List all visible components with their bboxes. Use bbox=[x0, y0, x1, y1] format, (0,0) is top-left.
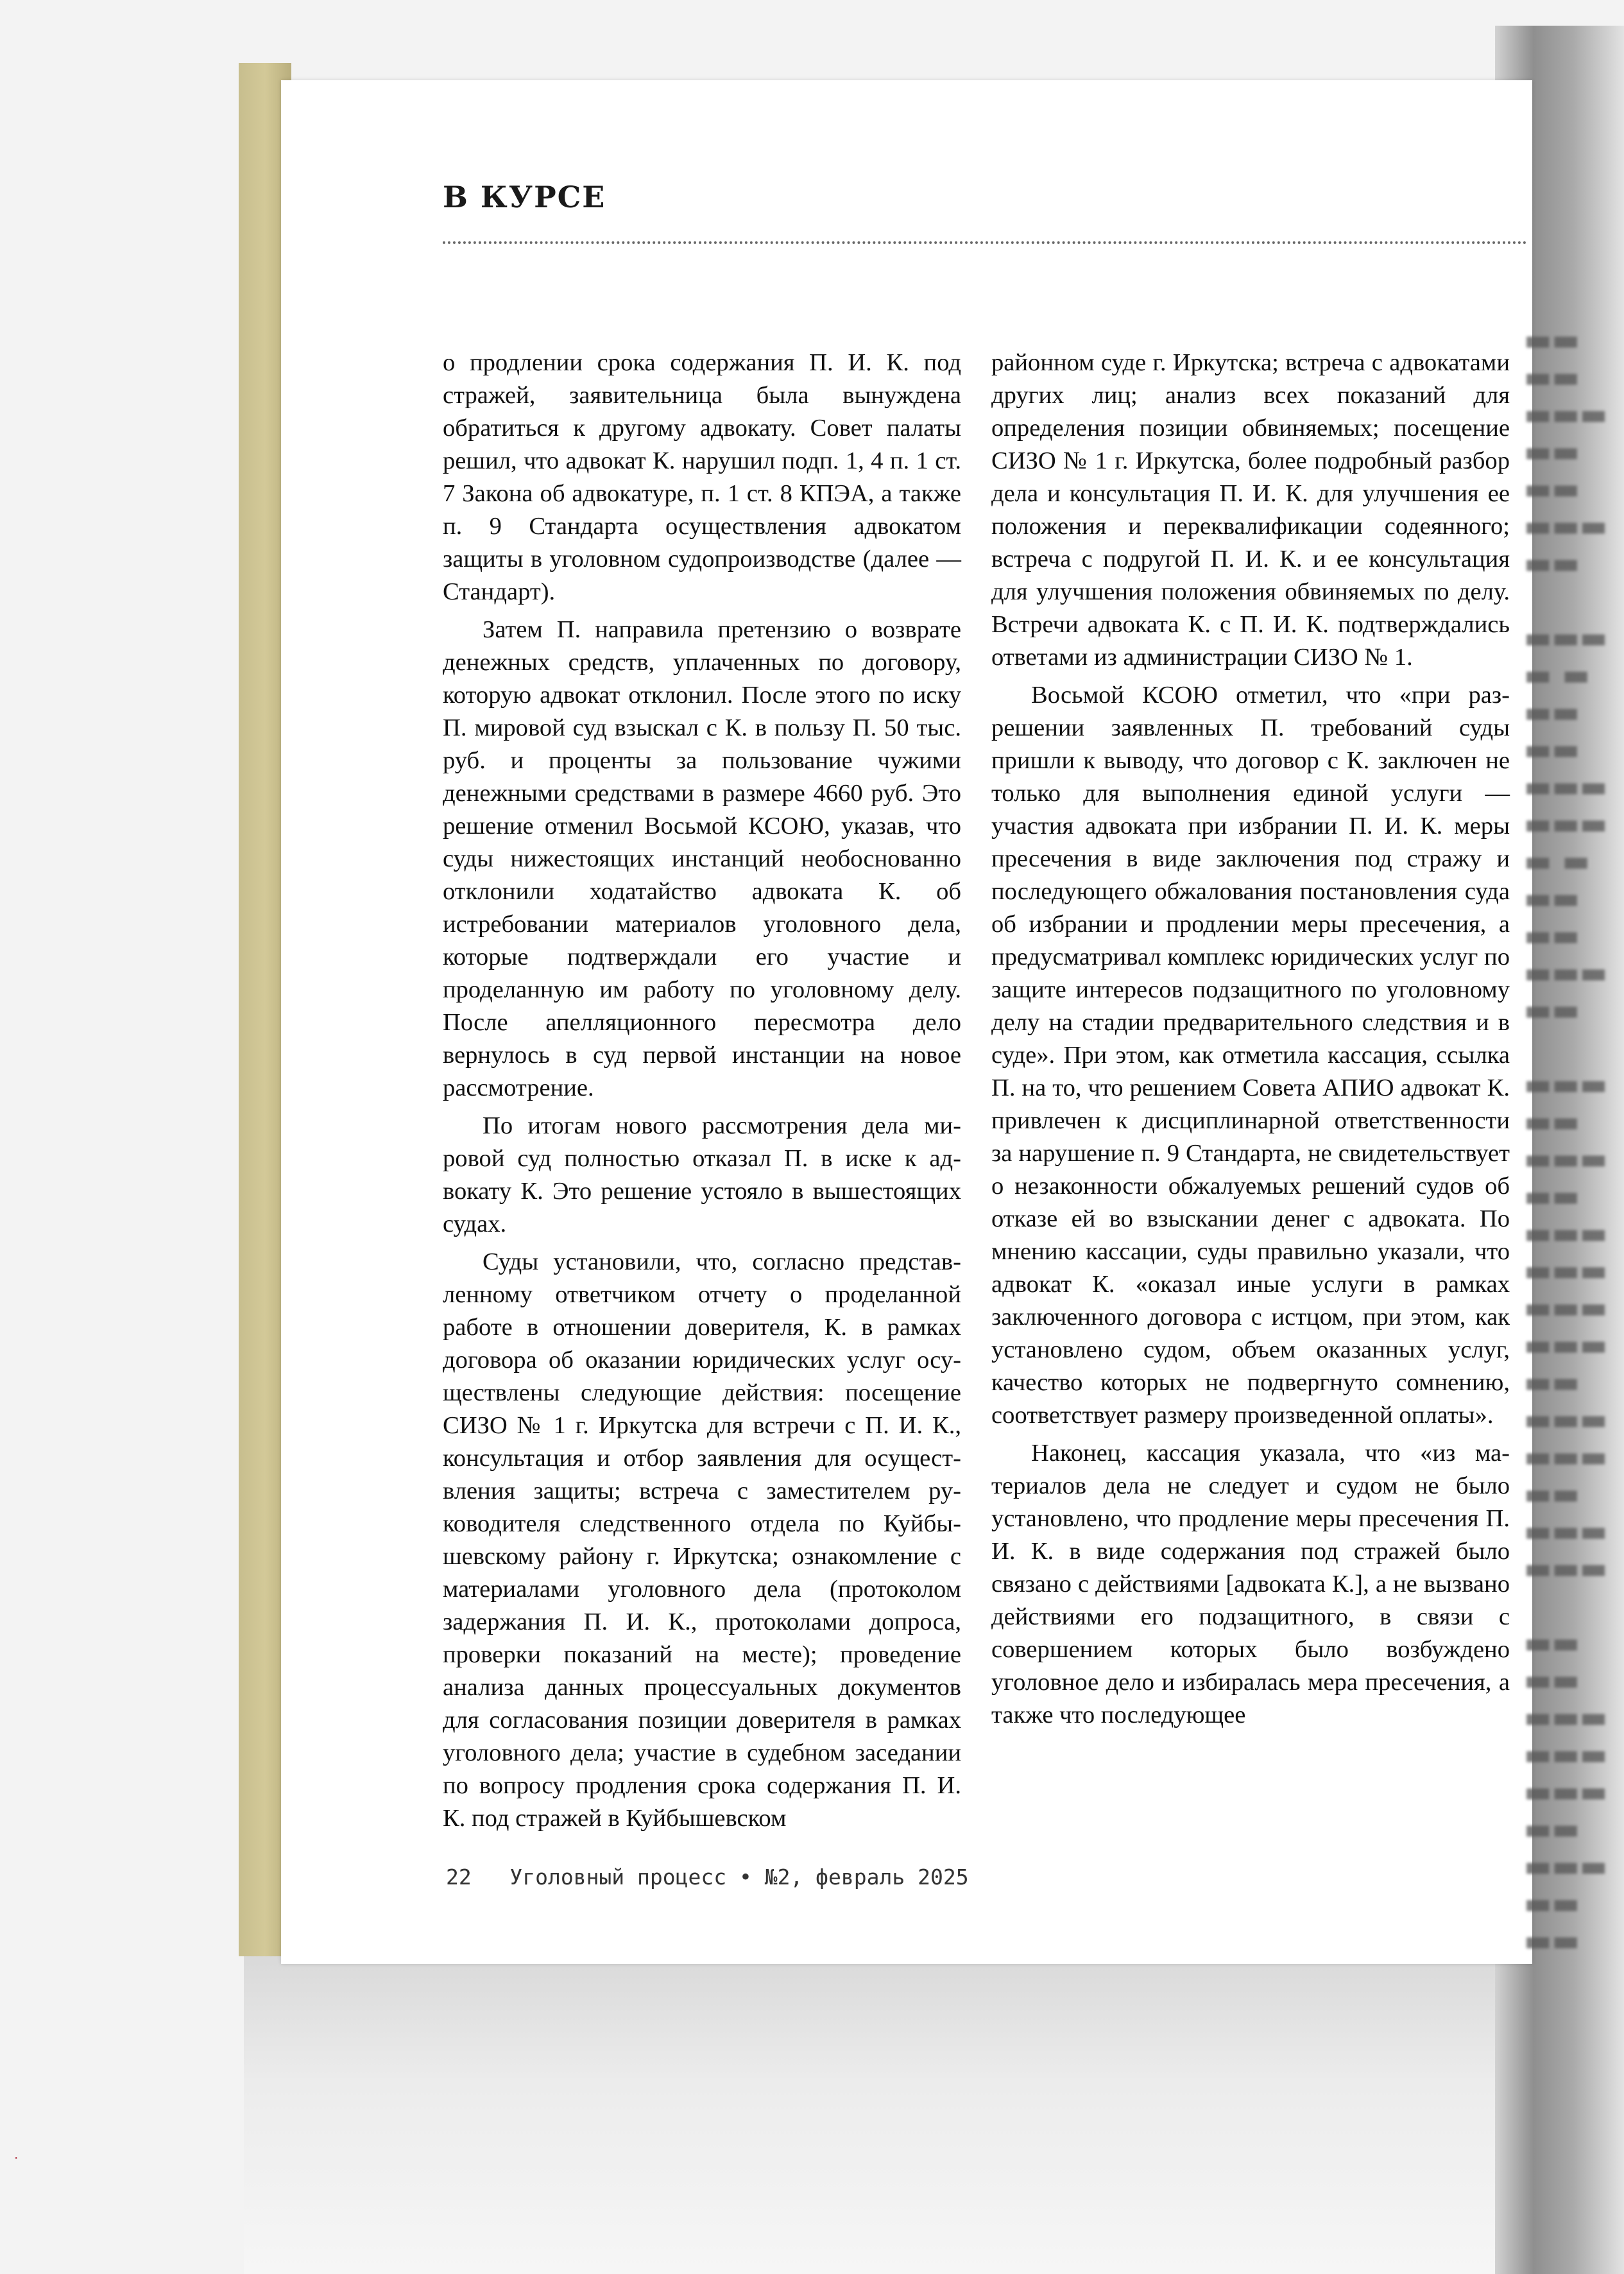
paragraph: Восьмой КСОЮ отметил, что «при разрешении заявленных П. требований суды пришли к выводу, что договор с К. заключен не только для выполнения единой услуги — участия адвоката при избрании П. И. К. меры пресечения в виде заключения под стражу и последующего обжалования постановления суда об избрании и продлении меры пресечения, а предусматривал комплекс юридических услуг по защите интересов подзащитного по уголовному делу на стадии предварительного следствия и в суде». При этом, как отметила кассация, ссылка П. на то, что решением Совета АПИО адвокат К. привлечен к дисциплинарной ответственности за нарушение п. 9 Стандарта, не свидетельствует о незаконности обжалуемых решений судов об отказе ей во взыскании денег с адвоката. По мнению кассации, суды правильно указали, что адвокат К. «оказал иные услуги в рамках заключенного договора с истцом, при этом, как установлено судом, объем оказанных услуг, качество которых не подвергнуто сомнению, соответствует размеру произведенной оплаты». bbox=[991, 682, 1510, 1429]
section-title: В КУРСЕ bbox=[443, 180, 606, 214]
right-column bbox=[991, 347, 1510, 1732]
page-number: 22 bbox=[446, 1865, 472, 1890]
scan-mark: · bbox=[14, 2150, 19, 2166]
paragraph: Наконец, кассация указала, что «из материалов дела не следует и судом не было установлено, что продление меры пресечения П. И. К. в виде содержания под стражей было связано с действиями [адвоката К.], а не вызвано действиями его подзащитного, в связи с совершением которых было возбуждено уголовное дело и избиралась мера пресечения, а также что последующее bbox=[991, 1440, 1510, 1728]
paragraph: Суды установили, что, согласно представленному ответчиком отчету о проделанной работе в отношении доверителя, К. в рамках договора об оказании юридических услуг осуществлены следующие действия: посещение СИЗО № 1 г. Иркутска для встречи с П. И. К., консультация и отбор заявления для осуществления защиты; встреча с заместителем руководителя следственного отдела по Куйбышевскому району г. Иркутска; ознакомление с материалами уголовного дела (протоколом задержания П. И. К., протоколами допроса, проверки показаний на месте); проведение анализа данных процессуальных документов для согласования позиции доверителя в рамках уголовного дела; участие в судебном заседании по вопросу продления срока содержания П. И. К. под стражей в Куйбышевском bbox=[443, 1248, 961, 1832]
journal-info: Уголовный процесс • №2, февраль 2025 bbox=[509, 1865, 969, 1890]
left-column bbox=[443, 347, 961, 1835]
dotted-divider bbox=[443, 241, 1527, 244]
page-footer bbox=[446, 1865, 969, 1890]
paragraph: Затем П. направила претензию о возврате денежных средств, уплаченных по договору, которую адвокат отклонил. После этого по иску П. мировой суд взыскал с К. в пользу П. 50 тыс. руб. и проценты за пользование чужими денежными средствами в размере 4660 руб. Это решение отменил Восьмой КСОЮ, указав, что суды нижестоящих инстанций необоснованно отклонили ходатайство адвоката К. об истребовании материалов уголовного дела, которые подтверждали его участие и проделанную им работу по уголовному делу. После апелляционного пересмотра дело вернулось в суд первой инстанции на новое рассмотрение. bbox=[443, 616, 961, 1101]
bleed-through-text: ▬▬ ▬▬ ▬▬▬ ▬▬ ▬▬ ▬▬▬ ▬▬ ▬▬▬ ▬ ▬ ▬▬ ▬▬ ▬▬▬ ▬▬▬ ▬ ▬ ▬▬ ▬▬ ▬▬▬ ▬▬ ▬▬▬ ▬▬ ▬▬▬ ▬▬ ▬▬▬ ▬▬▬ ▬▬▬ ▬▬▬ ▬▬ ▬▬▬ ▬▬▬ ▬▬ ▬▬▬ ▬▬▬ ▬▬ ▬▬ ▬▬▬ ▬▬▬ ▬▬▬ ▬▬ ▬▬▬ ▬▬ ▬▬ bbox=[1524, 322, 1608, 1958]
paragraph: По итогам нового рассмотрения дела мировой суд полностью отказал П. в иске к адвокату К. Это решение устояло в вышестоящих судах. bbox=[443, 1112, 961, 1237]
scan-shadow-bottom bbox=[244, 1954, 1624, 2274]
paragraph: районном суде г. Иркутска; встреча с адвокатами других лиц; анализ всех показаний для определения позиции обвиняемых; посещение СИЗО № 1 г. Иркутска, более подробный разбор дела и консультация П. И. К. для улучшения ее положения и переквалификации содеянного; встреча с подругой П. И. К. и ее консультация для улучшения положения обвиняемых по делу. Встречи адвоката К. с П. И. К. подтверждались ответами из администрации СИЗО № 1. bbox=[991, 349, 1510, 671]
paragraph: о продлении срока содержания П. И. К. под стражей, заявительница была вынуждена обратиться к другому адвокату. Совет палаты решил, что адвокат К. нарушил подп. 1, 4 п. 1 ст. 7 Закона об адвокатуре, п. 1 ст. 8 КПЭА, а также п. 9 Стандарта осуществления адвокатом защиты в уголовном судопроизводстве (далее — Стандарт). bbox=[443, 349, 961, 605]
